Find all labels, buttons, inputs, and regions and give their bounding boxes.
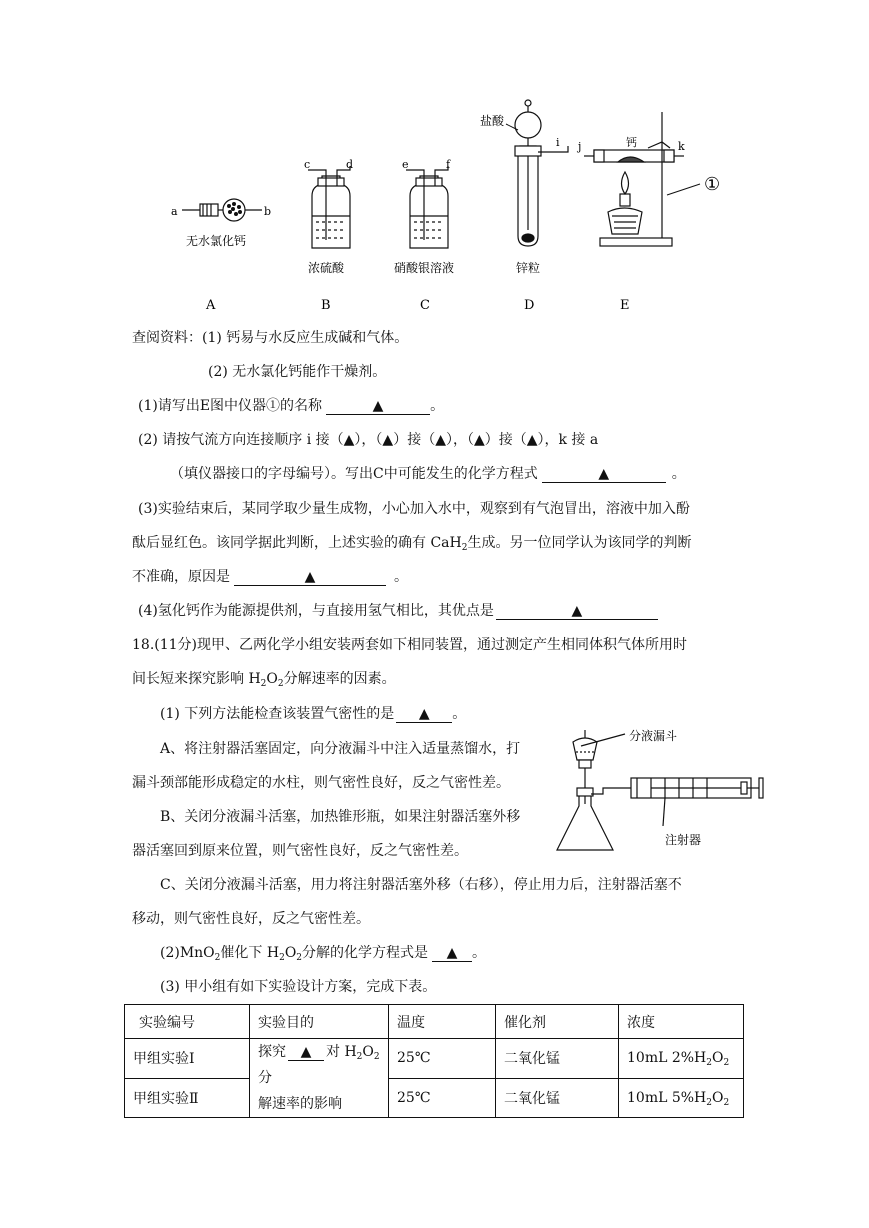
part-2-text: O [284, 945, 297, 961]
caption-d: 锌粒 [516, 261, 541, 275]
caption-a: 无水氯化钙 [186, 234, 247, 248]
temperature: 25℃ [389, 1039, 496, 1079]
question-2-text: （填仪器接口的字母编号）。写出C中可能发生的化学方程式 [170, 466, 538, 482]
experiment-id: 甲组实验Ⅰ [125, 1039, 250, 1079]
purpose-text: 解速率的影响 [258, 1096, 342, 1112]
question-3-line-1: (3)实验结束后，某同学取少量生成物，小心加入水中，观察到有气泡冒出，溶液中加入酚 [138, 501, 690, 517]
label-a-end: a [171, 205, 178, 218]
subscript: 2 [723, 1058, 730, 1069]
question-3-line-3 [132, 567, 408, 587]
header-cell: 实验编号 [125, 1005, 250, 1039]
question-1 [138, 396, 444, 416]
concentration [619, 1039, 744, 1079]
label-separatory-funnel: 分液漏斗 [629, 729, 678, 743]
temperature: 25℃ [389, 1078, 496, 1118]
part-2-text: 分解的化学方程式是 [302, 945, 429, 961]
part-2 [160, 943, 486, 963]
period: 。 [394, 569, 408, 585]
question-2-line-1: (2) 请按气流方向连接顺序 i 接（▲），（▲）接（▲），（▲）接（▲），k 接 a [138, 432, 599, 448]
subscript: 2 [260, 679, 267, 689]
question-18-text: 间长短来探究影响 H [132, 671, 261, 687]
subscript: 2 [723, 1097, 730, 1108]
info-line-1: 查阅资料：(1) 钙易与水反应生成碱和气体。 [132, 330, 409, 346]
subscript: 2 [279, 953, 285, 963]
generator-d [515, 100, 568, 246]
answer-blank[interactable]: ▲ [496, 603, 658, 620]
label-j: j [578, 140, 582, 153]
period: 。 [472, 945, 487, 961]
label-k: k [678, 140, 685, 153]
table-header-row [125, 1005, 744, 1039]
header-cell: 温度 [389, 1005, 496, 1039]
subscript: 2 [706, 1097, 712, 1108]
question-18-text: 分解速率的因素。 [283, 671, 396, 687]
letter-b: B [321, 298, 331, 313]
drying-tube-a [182, 199, 262, 221]
subscript: 2 [356, 1052, 363, 1062]
concentration [619, 1078, 744, 1118]
conc-text: O [712, 1089, 724, 1106]
label-d: d [346, 158, 354, 171]
answer-blank[interactable]: ▲ [326, 398, 430, 415]
wash-bottle-c [406, 166, 448, 248]
question-4-text: (4)氢化钙作为能源提供剂，与直接用氢气相比，其优点是 [138, 603, 494, 619]
period: 。 [671, 466, 686, 482]
header-cell: 实验目的 [250, 1005, 389, 1039]
question-3-line-2 [132, 533, 691, 553]
subscript: 2 [461, 543, 468, 553]
apparatus-figure [0, 0, 869, 325]
table-row [125, 1039, 744, 1079]
purpose-text: 对 H [326, 1044, 357, 1060]
option-c-line-2: 移动，则气密性良好，反之气密性差。 [132, 911, 370, 927]
label-hcl: 盐酸 [480, 114, 505, 128]
part-1 [160, 704, 466, 724]
letter-c: C [420, 298, 430, 313]
option-b-line-1: B、关闭分液漏斗活塞，加热锥形瓶，如果注射器活塞外移 [160, 809, 521, 825]
question-2-line-2 [170, 464, 686, 484]
part-2-text: 催化下 H [220, 945, 280, 961]
reaction-tube-e [584, 112, 684, 246]
question-18-text: O [266, 671, 278, 687]
conc-text: 10mL 2%H [627, 1050, 707, 1067]
experiment-purpose [250, 1039, 389, 1118]
part-1-text: (1) 下列方法能检查该装置气密性的是 [160, 706, 395, 722]
part-3: (3) 甲小组有如下实验设计方案，完成下表。 [160, 979, 437, 995]
header-cell: 催化剂 [496, 1005, 619, 1039]
header-cell: 浓度 [619, 1005, 744, 1039]
period: 。 [452, 706, 467, 722]
airtightness-apparatus [545, 726, 775, 866]
question-18-line-1: 18.(11分)现甲、乙两化学小组安装两套如下相同装置，通过测定产生相同体积气体所用时 [132, 637, 688, 653]
answer-blank[interactable]: ▲ [288, 1044, 324, 1061]
label-b-end: b [264, 205, 272, 218]
conc-text: O [712, 1050, 724, 1067]
catalyst: 二氧化锰 [496, 1039, 619, 1079]
answer-blank[interactable]: ▲ [542, 466, 666, 483]
label-i: i [556, 136, 560, 149]
question-4 [138, 601, 658, 621]
label-instrument-1: ① [704, 174, 721, 195]
period: 。 [430, 398, 445, 414]
subscript: 2 [277, 679, 284, 689]
option-a-line-1: A、将注射器活塞固定，向分液漏斗中注入适量蒸馏水，打 [160, 741, 521, 757]
letter-d: D [524, 298, 535, 313]
answer-blank[interactable]: ▲ [234, 569, 386, 586]
label-e: e [402, 158, 409, 171]
part-2-text: (2)MnO [160, 945, 215, 961]
option-c-line-1: C、关闭分液漏斗活塞，用力将注射器活塞外移（右移），停止用力后，注射器活塞不 [160, 877, 682, 893]
conc-text: 10mL 5%H [627, 1089, 707, 1106]
question-18-line-2 [132, 669, 396, 689]
question-3-text: 酞后显红色。该同学据此判断，上述实验的确有 CaH [132, 535, 462, 551]
label-syringe: 注射器 [665, 833, 702, 847]
caption-b: 浓硫酸 [308, 261, 345, 275]
callout-line [667, 184, 700, 195]
wash-bottle-b [308, 166, 350, 248]
question-3-text: 不准确，原因是 [132, 569, 230, 585]
label-c: c [304, 158, 311, 171]
subscript: 2 [706, 1058, 712, 1069]
subscript: 2 [214, 953, 221, 963]
label-calcium: 钙 [626, 136, 637, 149]
letter-e: E [620, 298, 630, 313]
experiment-id: 甲组实验Ⅱ [125, 1078, 250, 1118]
answer-blank[interactable]: ▲ [432, 945, 472, 962]
purpose-text: 分 [258, 1070, 272, 1086]
info-line-2: (2) 无水氯化钙能作干燥剂。 [208, 364, 387, 380]
subscript: 2 [296, 953, 303, 963]
experiment-table [124, 1004, 744, 1118]
purpose-text: 探究 [258, 1044, 286, 1060]
caption-c: 硝酸银溶液 [394, 261, 455, 275]
letter-a: A [206, 298, 216, 313]
option-b-line-2: 器活塞回到原来位置，则气密性良好，反之气密性差。 [132, 843, 468, 859]
purpose-text: O [362, 1044, 374, 1060]
table-row [125, 1078, 744, 1118]
subscript: 2 [373, 1052, 380, 1062]
label-f: f [446, 158, 451, 171]
answer-blank[interactable]: ▲ [396, 706, 452, 723]
option-a-line-2: 漏斗颈部能形成稳定的水柱，则气密性良好，反之气密性差。 [132, 775, 510, 791]
question-1-text: (1)请写出E图中仪器①的名称 [138, 398, 323, 414]
catalyst: 二氧化锰 [496, 1078, 619, 1118]
question-3-text: 生成。另一位同学认为该同学的判断 [467, 535, 692, 551]
